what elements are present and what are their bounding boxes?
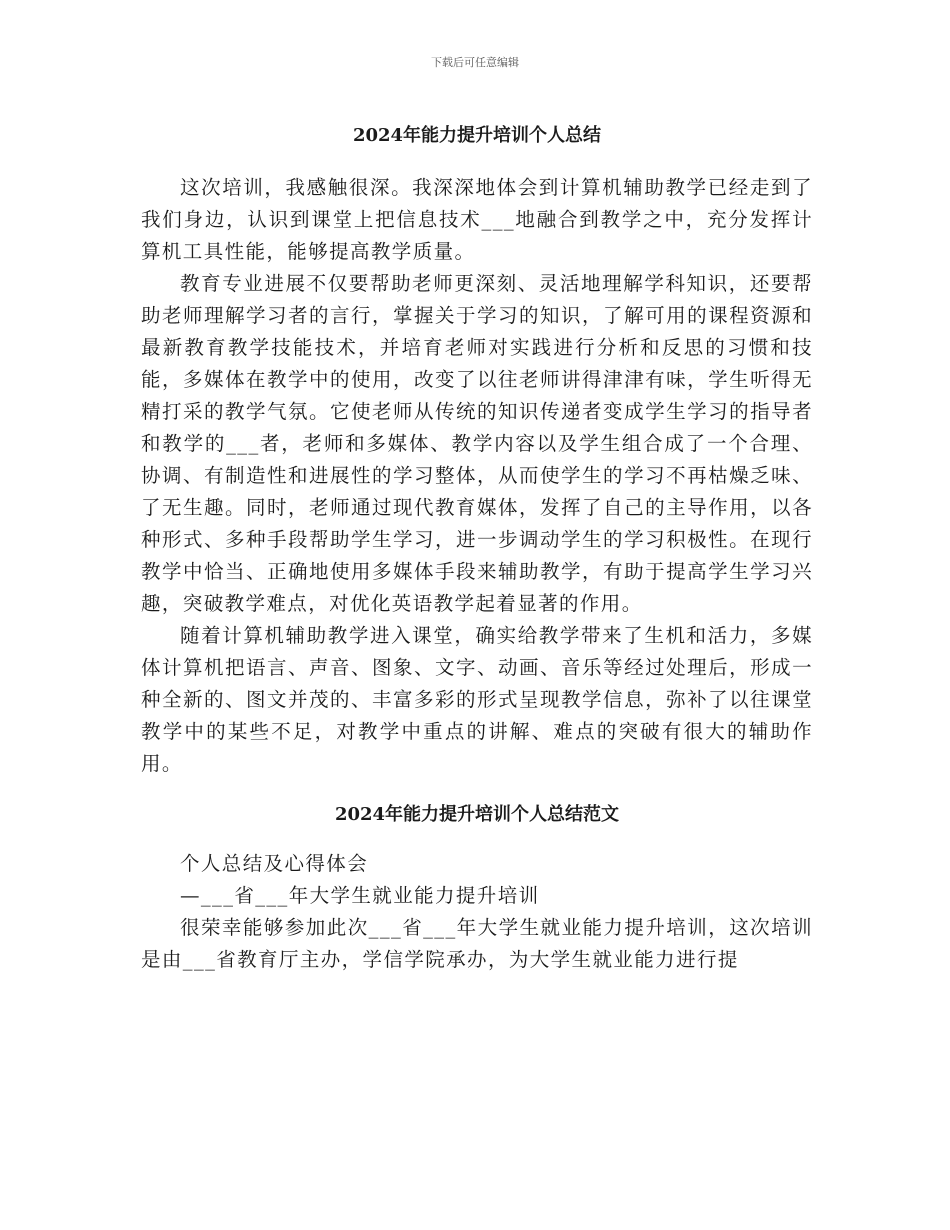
paragraph: 很荣幸能够参加此次___省___年大学生就业能力提升培训，这次培训是由___省教育厅主办，学信学院承办，为大学生就业能力进行提 <box>141 916 813 971</box>
paragraph: 随着计算机辅助教学进入课堂，确实给教学带来了生机和活力，多媒体计算机把语言、声音、图象、文字、动画、音乐等经过处理后，形成一种全新的、图文并茂的、丰富多彩的形式呈现教学信息，弥补了以往课堂教学中的某些不足，对教学中重点的讲解、难点的突破有很大的辅助作用。 <box>141 624 813 775</box>
header-note: 下载后可任意编辑 <box>431 56 519 69</box>
paragraph: 这次培训，我感触很深。我深深地体会到计算机辅助教学已经走到了我们身边，认识到课堂上把信息技术___地融合到教学之中，充分发挥计算机工具性能，能够提高教学质量。 <box>141 176 813 263</box>
section-title-1: 2024年能力提升培训个人总结 <box>352 125 602 146</box>
document-body <box>141 118 813 976</box>
paragraph: 教育专业进展不仅要帮助老师更深刻、灵活地理解学科知识，还要帮助老师理解学习者的言行，掌握关于学习的知识，了解可用的课程资源和最新教育教学技能技术，并培育老师对实践进行分析和反思的习惯和技能，多媒体在教学中的使用，改变了以往老师讲得津津有味，学生听得无精打采的教学气氛。它使老师从传统的知识传递者变成学生学习的指导者和教学的___者，老师和多媒体、教学内容以及学生组合成了一个合理、协调、有制造性和进展性的学习整体，从而使学生的学习不再枯燥乏味、了无生趣。同时，老师通过现代教育媒体，发挥了自己的主导作用，以各种形式、多种手段帮助学生学习，进一步调动学生的学习积极性。在现行教学中恰当、正确地使用多媒体手段来辅助教学，有助于提高学生学习兴趣，突破教学难点，对优化英语教学起着显著的作用。 <box>141 272 813 615</box>
paragraph: —___省___年大学生就业能力提升培训 <box>180 884 540 907</box>
paragraph: 个人总结及心得体会 <box>180 852 369 875</box>
section-title-2: 2024年能力提升培训个人总结范文 <box>334 804 620 825</box>
